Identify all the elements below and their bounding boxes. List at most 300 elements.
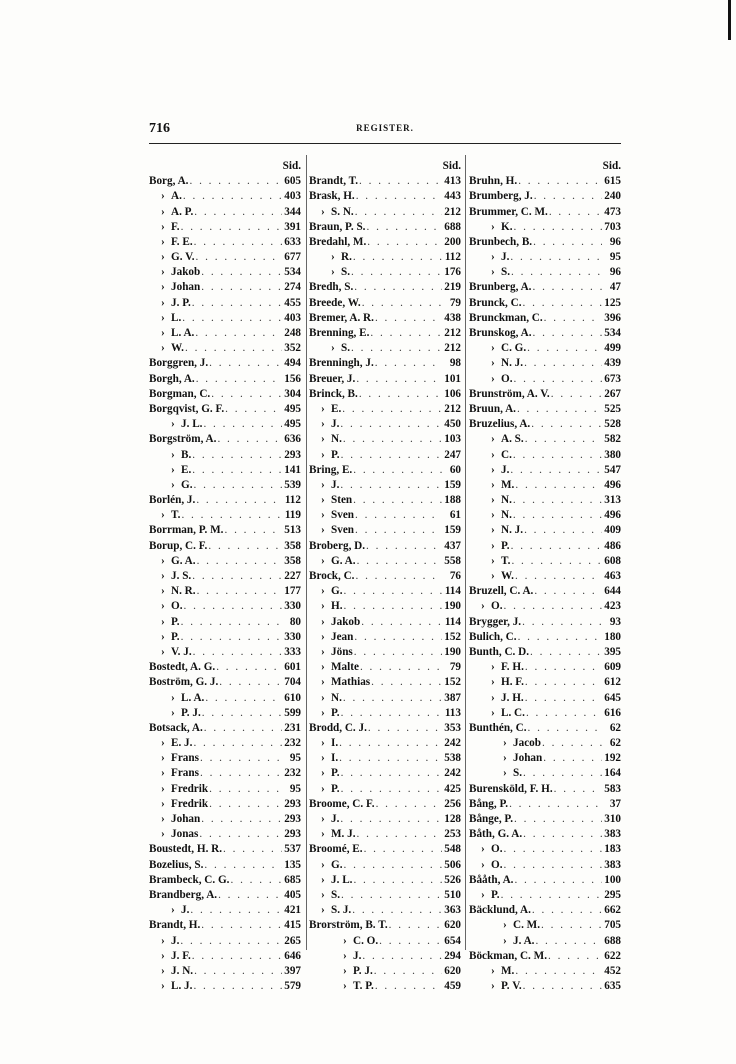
entry-name-wrap: [309, 706, 340, 721]
dot-leader: [192, 569, 282, 584]
ditto-mark: ›: [161, 949, 165, 962]
entry-page: 421: [284, 904, 301, 917]
dot-leader: [217, 432, 282, 447]
ditto-mark: ›: [321, 478, 325, 491]
entry-name: N.: [331, 691, 342, 704]
entry-name-wrap: [309, 174, 358, 189]
entry-name: Jakob: [171, 266, 201, 279]
column-divider: [465, 155, 466, 950]
entry-name: O.: [491, 600, 503, 613]
dot-leader: [504, 842, 603, 857]
entry-name: Borgqvist, G. F.: [149, 402, 225, 415]
entry-name: Bruzell, C. A.: [469, 585, 534, 598]
entry-page: 177: [284, 585, 301, 598]
entry-name: N. R.: [171, 585, 196, 598]
entry-name: N.: [501, 509, 512, 522]
entry-name-wrap: [309, 949, 361, 964]
entry-page: 403: [284, 311, 301, 324]
entry-page: 293: [284, 448, 301, 461]
entry-name: Brunström, A. V.: [469, 387, 550, 400]
entry-page: 486: [604, 539, 621, 552]
ditto-mark: ›: [171, 904, 175, 917]
index-entry: [469, 630, 621, 645]
ditto-mark: ›: [491, 691, 495, 704]
entry-name: Brygger, J.: [469, 615, 522, 628]
entry-page: 293: [284, 828, 301, 841]
entry-name-wrap: [149, 372, 195, 387]
dot-leader: [351, 341, 442, 356]
dot-leader: [204, 721, 282, 736]
entry-name-wrap: [469, 417, 530, 432]
entry-name: I.: [331, 737, 339, 750]
entry-name-wrap: [469, 736, 541, 751]
entry-name-wrap: [469, 660, 524, 675]
entry-name-wrap: [469, 615, 521, 630]
entry-name: J. L.: [331, 873, 353, 886]
entry-name-wrap: [309, 934, 378, 949]
entry-page: 79: [449, 296, 461, 309]
entry-name: V. J.: [171, 645, 192, 658]
entry-name-wrap: [469, 630, 517, 645]
scan-edge-mark: [728, 0, 731, 40]
entry-name-wrap: [149, 508, 180, 523]
index-entry: [309, 508, 461, 523]
ditto-mark: ›: [491, 676, 495, 689]
index-entry: [469, 842, 621, 857]
index-entry: [309, 174, 461, 189]
dot-leader: [181, 508, 282, 523]
entry-name-wrap: [469, 235, 532, 250]
dot-leader: [522, 615, 602, 630]
entry-name: J.: [353, 949, 362, 962]
dot-leader: [362, 296, 442, 311]
dot-leader: [355, 569, 442, 584]
entry-name: Bredahl, M.: [309, 235, 367, 248]
index-entry: [469, 432, 621, 447]
entry-page: 100: [604, 873, 621, 886]
index-entry: [309, 554, 461, 569]
entry-page: 616: [604, 706, 621, 719]
entry-name: Malte: [331, 661, 359, 674]
entry-name: S.: [341, 266, 351, 279]
index-entry: [309, 979, 461, 994]
entry-name: Broberg, D.: [309, 539, 366, 552]
index-entry: [309, 918, 461, 933]
ditto-mark: ›: [321, 630, 325, 643]
entry-name: Sten: [331, 494, 353, 507]
ditto-mark: ›: [161, 585, 165, 598]
entry-name: J.: [331, 418, 340, 431]
entry-name-wrap: [469, 721, 527, 736]
entry-name-wrap: [309, 554, 356, 569]
entry-name: A. P.: [171, 205, 194, 218]
entry-name-wrap: [469, 402, 516, 417]
entry-page: 293: [284, 813, 301, 826]
ditto-mark: ›: [491, 342, 495, 355]
entry-page: 534: [284, 266, 301, 279]
index-entry: [469, 721, 621, 736]
index-entry: [469, 706, 621, 721]
dot-leader: [344, 599, 443, 614]
index-entry: [149, 311, 301, 326]
entry-name-wrap: [309, 341, 350, 356]
entry-page: 677: [284, 251, 301, 264]
ditto-mark: ›: [491, 554, 495, 567]
entry-name: Boustedt, H. R.: [149, 843, 223, 856]
dot-leader: [341, 448, 442, 463]
index-entry: [469, 539, 621, 554]
dot-leader: [360, 660, 442, 675]
entry-page: 95: [609, 251, 621, 264]
ditto-mark: ›: [321, 873, 325, 886]
entry-name-wrap: [149, 387, 210, 402]
index-entry: [469, 265, 621, 280]
entry-page: 506: [444, 858, 461, 871]
entry-name-wrap: [309, 448, 340, 463]
dot-leader: [544, 311, 602, 326]
entry-name: Borggren, J.: [149, 357, 209, 370]
entry-page: 391: [284, 220, 301, 233]
dot-leader: [533, 326, 603, 341]
entry-name: J.: [171, 934, 180, 947]
ditto-mark: ›: [321, 645, 325, 658]
ditto-mark: ›: [491, 372, 495, 385]
entry-page: 190: [444, 600, 461, 613]
index-entry: [149, 174, 301, 189]
entry-name-wrap: [149, 934, 179, 949]
entry-page: 459: [444, 980, 461, 993]
ditto-mark: ›: [343, 934, 347, 947]
entry-name: Burensköld, F. H.: [469, 782, 553, 795]
dot-leader: [200, 767, 282, 782]
ditto-mark: ›: [321, 402, 325, 415]
entry-name-wrap: [469, 934, 534, 949]
dot-leader: [193, 736, 282, 751]
dot-leader: [375, 311, 442, 326]
dot-leader: [192, 463, 282, 478]
dot-leader: [196, 493, 282, 508]
ditto-mark: ›: [161, 964, 165, 977]
ditto-mark: ›: [321, 767, 325, 780]
index-entry: [469, 508, 621, 523]
entry-page: 358: [284, 554, 301, 567]
ditto-mark: ›: [321, 205, 325, 218]
index-entry: [309, 296, 461, 311]
entry-name: Bunth, C. D.: [469, 645, 529, 658]
dot-leader: [515, 569, 602, 584]
dot-leader: [527, 341, 602, 356]
dot-leader: [355, 524, 442, 539]
entry-name-wrap: [149, 721, 203, 736]
entry-page: 242: [444, 767, 461, 780]
dot-leader: [511, 265, 602, 280]
dot-leader: [351, 265, 442, 280]
entry-name-wrap: [309, 250, 352, 265]
entry-name-wrap: [309, 387, 358, 402]
entry-page: 583: [604, 782, 621, 795]
dot-leader: [534, 189, 602, 204]
entry-name: J. N.: [171, 964, 194, 977]
entry-name: Brinck, B.: [309, 387, 358, 400]
entry-name: J.: [181, 904, 190, 917]
entry-page: 450: [444, 418, 461, 431]
entry-name-wrap: [469, 174, 517, 189]
dot-leader: [339, 751, 442, 766]
entry-page: 113: [444, 706, 461, 719]
entry-name-wrap: [309, 675, 370, 690]
dot-leader: [379, 934, 442, 949]
dot-leader: [340, 478, 442, 493]
dot-leader: [535, 934, 602, 949]
entry-name-wrap: [309, 432, 342, 447]
entry-name: E.: [331, 402, 342, 415]
entry-page: 135: [284, 858, 301, 871]
index-entry: [309, 372, 461, 387]
entry-name: O.: [501, 372, 513, 385]
dot-leader: [194, 205, 282, 220]
entry-name: Bruzelius, A.: [469, 418, 531, 431]
index-entry: [309, 888, 461, 903]
entry-page: 455: [284, 296, 301, 309]
ditto-mark: ›: [161, 752, 165, 765]
ditto-mark: ›: [321, 691, 325, 704]
entry-name: Bång, P.: [469, 797, 509, 810]
entry-name: Brummer, C. M.: [469, 205, 548, 218]
ditto-mark: ›: [481, 888, 485, 901]
dot-leader: [517, 402, 602, 417]
ditto-mark: ›: [481, 858, 485, 871]
index-entry: [309, 706, 461, 721]
entry-name: Jakob: [331, 615, 361, 628]
dot-leader: [367, 235, 442, 250]
ditto-mark: ›: [161, 813, 165, 826]
entry-name-wrap: [469, 432, 524, 447]
entry-name: Bäcklund, A.: [469, 904, 531, 917]
entry-name-wrap: [309, 235, 366, 250]
entry-name: M.: [501, 478, 515, 491]
entry-name: W.: [501, 570, 514, 583]
ditto-mark: ›: [491, 570, 495, 583]
ditto-mark: ›: [161, 615, 165, 628]
entry-page: 636: [284, 433, 301, 446]
entry-page: 60: [449, 463, 461, 476]
dot-leader: [356, 372, 442, 387]
dot-leader: [534, 584, 602, 599]
dot-leader: [181, 220, 282, 235]
entry-name: Brunberg, A.: [469, 281, 532, 294]
column-head: [469, 159, 621, 174]
entry-page: 164: [604, 767, 621, 780]
entry-name-wrap: [309, 979, 374, 994]
index-entry: [149, 918, 301, 933]
dot-leader: [374, 964, 442, 979]
index-entry: [469, 691, 621, 706]
index-entry: [149, 797, 301, 812]
entry-page: 112: [284, 494, 301, 507]
entry-name: C. O.: [353, 934, 379, 947]
index-entry: [149, 903, 301, 918]
entry-name: Jöns: [331, 645, 353, 658]
entry-name: S.: [513, 767, 523, 780]
entry-page: 558: [444, 554, 461, 567]
entry-page: 705: [604, 919, 621, 932]
ditto-mark: ›: [161, 828, 165, 841]
dot-leader: [218, 888, 282, 903]
entry-name: Båth, G. A.: [469, 828, 523, 841]
entry-name-wrap: [309, 478, 339, 493]
entry-page: 330: [284, 600, 301, 613]
entry-page: 605: [284, 175, 301, 188]
entry-name-wrap: [309, 599, 343, 614]
entry-name-wrap: [149, 554, 196, 569]
ditto-mark: ›: [161, 266, 165, 279]
ditto-mark: ›: [321, 904, 325, 917]
entry-page: 159: [444, 524, 461, 537]
ditto-mark: ›: [491, 220, 495, 233]
index-entry: [309, 858, 461, 873]
entry-page: 395: [604, 645, 621, 658]
ditto-mark: ›: [321, 524, 325, 537]
dot-leader: [554, 782, 602, 797]
entry-name-wrap: [469, 281, 531, 296]
dot-leader: [197, 584, 282, 599]
column-head: [309, 159, 461, 174]
index-entry: [469, 812, 621, 827]
entry-name-wrap: [149, 220, 180, 235]
ditto-mark: ›: [481, 843, 485, 856]
index-entry: [309, 584, 461, 599]
index-entry: [309, 842, 461, 857]
dot-leader: [189, 174, 282, 189]
dot-leader: [524, 356, 602, 371]
dot-leader: [525, 691, 602, 706]
ditto-mark: ›: [331, 251, 335, 264]
entry-page: 212: [444, 402, 461, 415]
index-entry: [149, 417, 301, 432]
index-entry: [149, 675, 301, 690]
entry-name-wrap: [469, 903, 531, 918]
entry-page: 685: [284, 873, 301, 886]
entry-name-wrap: [309, 311, 374, 326]
dot-leader: [510, 463, 602, 478]
index-entry: [469, 220, 621, 235]
entry-page: 473: [604, 205, 621, 218]
entry-name-wrap: [469, 842, 503, 857]
entry-page: 95: [289, 752, 301, 765]
ditto-mark: ›: [161, 281, 165, 294]
entry-page: 620: [444, 919, 461, 932]
entry-name: Brenningh, J.: [309, 357, 374, 370]
index-entry: [309, 721, 461, 736]
index-entry: [309, 311, 461, 326]
entry-name-wrap: [309, 189, 355, 204]
dot-leader: [510, 250, 602, 265]
dot-leader: [202, 706, 282, 721]
dot-leader: [340, 417, 442, 432]
entry-page: 212: [444, 327, 461, 340]
dot-leader: [197, 554, 282, 569]
entry-name-wrap: [309, 630, 353, 645]
entry-page: 494: [284, 357, 301, 370]
entry-name-wrap: [149, 417, 202, 432]
entry-name-wrap: [309, 356, 374, 371]
sid-label: Sid.: [282, 159, 301, 172]
dot-leader: [523, 979, 602, 994]
entry-name-wrap: [469, 782, 553, 797]
entry-page: 183: [604, 843, 621, 856]
entry-name-wrap: [309, 539, 365, 554]
entry-page: 443: [444, 190, 461, 203]
entry-name-wrap: [149, 341, 184, 356]
entry-name: F. H.: [501, 661, 524, 674]
entry-page: 192: [604, 752, 621, 765]
index-entry: [309, 205, 461, 220]
entry-page: 114: [444, 615, 461, 628]
entry-page: 98: [449, 357, 461, 370]
dot-leader: [375, 356, 442, 371]
dot-leader: [224, 524, 282, 539]
entry-name: P.: [501, 539, 510, 552]
entry-name: W.: [171, 342, 184, 355]
dot-leader: [518, 174, 602, 189]
entry-name-wrap: [149, 250, 195, 265]
entry-name: O.: [171, 600, 183, 613]
entry-page: 253: [444, 828, 461, 841]
dot-leader: [504, 858, 603, 873]
entry-name-wrap: [309, 782, 340, 797]
ditto-mark: ›: [161, 327, 165, 340]
entry-name-wrap: [149, 205, 193, 220]
entry-page: 93: [609, 615, 621, 628]
entry-page: 242: [444, 737, 461, 750]
index-entry: [309, 691, 461, 706]
index-entry: [149, 934, 301, 949]
entry-name-wrap: [309, 660, 359, 675]
entry-name-wrap: [469, 387, 550, 402]
dot-leader: [194, 964, 282, 979]
entry-name: H.: [331, 600, 343, 613]
index-entry: [469, 372, 621, 387]
index-entry: [309, 326, 461, 341]
ditto-mark: ›: [161, 782, 165, 795]
entry-page: 539: [284, 478, 301, 491]
entry-name-wrap: [149, 524, 223, 539]
index-entry: [149, 372, 301, 387]
dot-leader: [524, 524, 602, 539]
entry-name: Brenning, E.: [309, 327, 370, 340]
entry-page: 141: [284, 463, 301, 476]
column-divider: [306, 155, 307, 950]
index-entry: [309, 675, 461, 690]
dot-leader: [190, 903, 282, 918]
entry-name: P.: [491, 888, 500, 901]
index-entry: [469, 751, 621, 766]
entry-page: 525: [604, 402, 621, 415]
entry-name: J.: [501, 463, 510, 476]
entry-name-wrap: [309, 827, 356, 842]
entry-name: Bulich, C.: [469, 630, 517, 643]
index-entry: [309, 599, 461, 614]
ditto-mark: ›: [161, 630, 165, 643]
index-entry: [469, 569, 621, 584]
entry-name: Bunthén, C.: [469, 721, 527, 734]
dot-leader: [181, 615, 282, 630]
dot-leader: [364, 842, 442, 857]
ditto-mark: ›: [491, 357, 495, 370]
entry-name-wrap: [469, 250, 509, 265]
entry-name: Boström, G. J.: [149, 676, 219, 689]
index-entry: [149, 767, 301, 782]
